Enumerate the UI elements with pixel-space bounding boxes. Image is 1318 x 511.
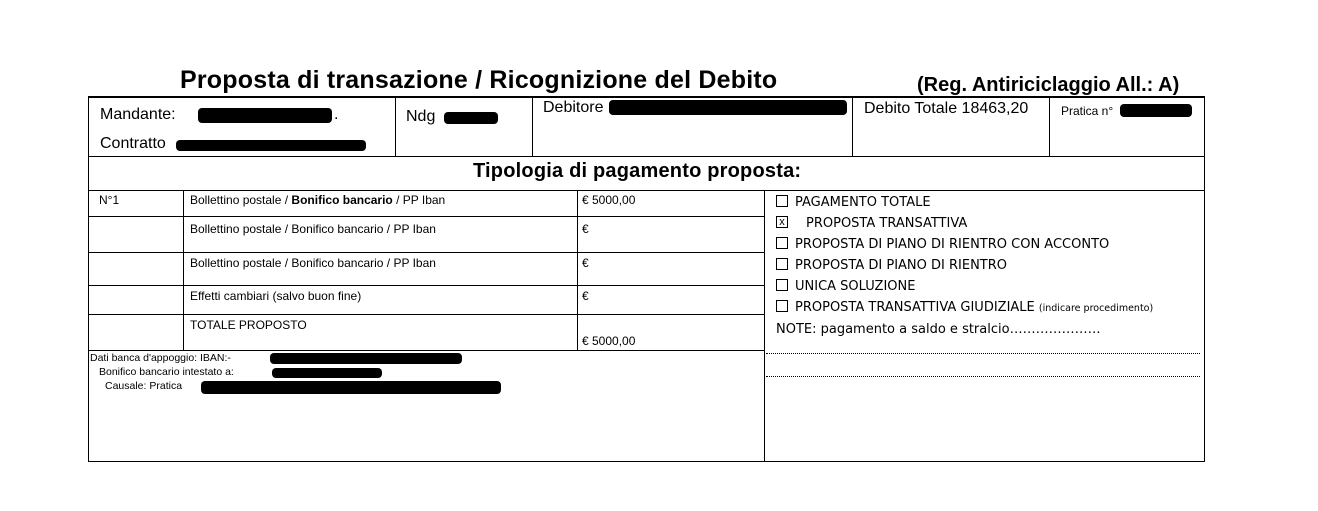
col-divider-1 xyxy=(183,191,184,350)
total-label: TOTALE PROPOSTO xyxy=(190,318,307,332)
option-label: PROPOSTA DI PIANO DI RIENTRO xyxy=(795,258,1008,273)
option-label: PROPOSTA TRANSATTIVA xyxy=(806,216,968,231)
redacted-intestato xyxy=(272,368,382,378)
mandante-label: Mandante: xyxy=(100,106,176,123)
frame-top xyxy=(88,96,1204,98)
divider-debito xyxy=(1049,97,1050,157)
col-divider-options xyxy=(764,191,765,462)
payment-amount: € xyxy=(582,289,589,303)
col-divider-2 xyxy=(577,191,578,350)
row-line-3 xyxy=(88,285,764,286)
redacted-pratica xyxy=(1120,104,1192,117)
payment-method: Effetti cambiari (salvo buon fine) xyxy=(190,289,362,303)
bank-intestato-label: Bonifico bancario intestato a: xyxy=(99,366,234,378)
mandante-suffix: . xyxy=(334,106,339,123)
checkbox[interactable] xyxy=(776,258,788,270)
payment-method: Bollettino postale / Bonifico bancario / PP Iban xyxy=(190,222,436,236)
checkbox[interactable] xyxy=(776,279,788,291)
divider-info-bottom xyxy=(88,156,1204,157)
bank-iban-label: Dati banca d'appoggio: IBAN:- xyxy=(90,352,231,364)
row-line-2 xyxy=(88,252,764,253)
frame-left xyxy=(88,96,89,462)
row-line-4 xyxy=(88,314,764,315)
frame-bottom xyxy=(88,461,1205,462)
ndg-label: Ndg xyxy=(406,108,436,125)
option-label: PROPOSTA DI PIANO DI RIENTRO CON ACCONTO xyxy=(795,237,1110,252)
note-line-1 xyxy=(766,353,1200,354)
section-title: Tipologia di pagamento proposta: xyxy=(473,160,802,182)
row-line-5 xyxy=(88,350,764,351)
redacted-ndg xyxy=(444,112,498,124)
payment-number: N°1 xyxy=(99,193,120,207)
payment-method: Bollettino postale / Bonifico bancario / PP Iban xyxy=(190,256,436,270)
option-label: PROPOSTA TRANSATTIVA GIUDIZIALE (indicare procedimento) xyxy=(795,300,1154,315)
debitore-label: Debitore xyxy=(543,99,604,116)
frame-right xyxy=(1204,96,1205,462)
total-amount: € 5000,00 xyxy=(582,334,636,348)
divider-debitore xyxy=(852,97,853,157)
bank-causale-label: Causale: Pratica xyxy=(105,380,183,392)
checkbox[interactable] xyxy=(776,300,788,312)
row-line-1 xyxy=(88,216,764,217)
note-line-2 xyxy=(766,376,1200,377)
note-text: NOTE: pagamento a saldo e stralcio………………… xyxy=(776,322,1101,337)
redacted-iban xyxy=(270,353,462,364)
payment-amount: € xyxy=(582,256,589,270)
page-title: Proposta di transazione / Ricognizione del Debito xyxy=(180,66,778,94)
redacted-causale xyxy=(201,381,501,394)
redacted-contratto xyxy=(176,140,366,151)
pratica-label: Pratica n° xyxy=(1061,104,1114,118)
redacted-mandante xyxy=(198,108,332,123)
payment-amount: € xyxy=(582,222,589,236)
debito-totale: Debito Totale 18463,20 xyxy=(864,100,1029,117)
option-label: PAGAMENTO TOTALE xyxy=(795,195,931,210)
payment-amount: € 5000,00 xyxy=(582,193,636,207)
checkbox-checked[interactable]: x xyxy=(776,216,788,228)
regulation-reference: (Reg. Antiriciclaggio All.: A) xyxy=(917,74,1180,96)
payment-method: Bollettino postale / Bonifico bancario / PP Iban xyxy=(190,193,446,207)
redacted-debitore xyxy=(609,100,847,115)
checkbox[interactable] xyxy=(776,237,788,249)
divider-ndg xyxy=(532,97,533,157)
option-label: UNICA SOLUZIONE xyxy=(795,279,916,294)
contratto-label: Contratto xyxy=(100,135,166,152)
checkbox[interactable] xyxy=(776,195,788,207)
divider-section-title xyxy=(88,190,1204,191)
divider-mandante xyxy=(395,97,396,157)
